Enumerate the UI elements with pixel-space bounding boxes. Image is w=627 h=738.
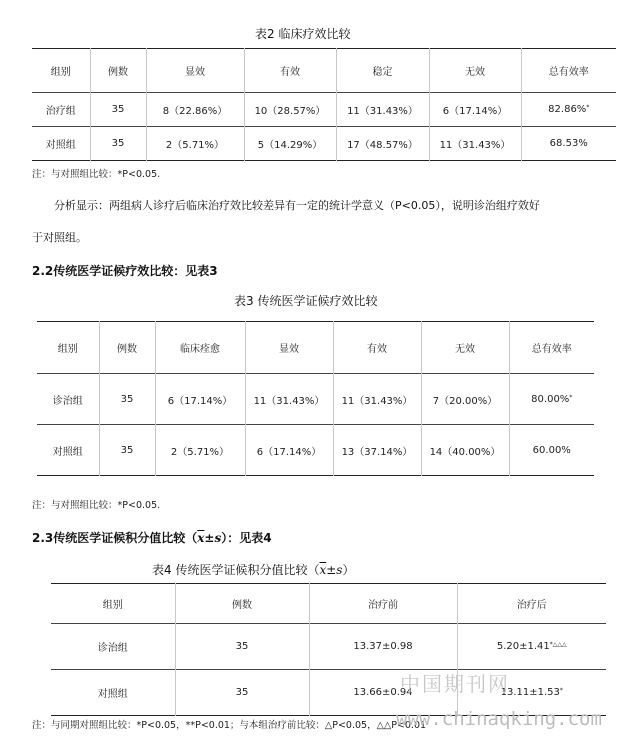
table4-cell-text: 35 <box>235 641 249 652</box>
table2-cell <box>336 93 429 127</box>
table4-cell <box>51 670 175 716</box>
table2-note <box>32 166 160 180</box>
watermark-cn: 中国期刊网 <box>400 672 510 696</box>
table3-header-5: 无效 <box>421 322 509 374</box>
table4-cell-text: 诊治组 <box>97 643 128 654</box>
table2-cell <box>521 93 616 127</box>
table4-cell <box>51 624 175 670</box>
section-2-3-heading <box>32 529 272 546</box>
table3 <box>37 321 594 476</box>
table3-header-2: 临床痊愈 <box>155 322 245 374</box>
table3-cell-text: 6（17.14%） <box>167 395 233 407</box>
table-row <box>32 127 616 161</box>
table3-cell <box>421 374 509 425</box>
table2-cell <box>146 93 244 127</box>
table3-note-tail: *P<0.05. <box>117 500 161 511</box>
table2-cell-text: 82.86% <box>548 104 587 115</box>
table3-cell <box>333 374 421 425</box>
table3-note <box>32 497 160 511</box>
table3-cell-text: 35 <box>120 444 134 456</box>
section-2-2-heading: 2.2传统医学证候疗效比较：见表3 <box>32 264 218 278</box>
table3-cell-text: 6（17.14%） <box>256 446 322 458</box>
table3-caption: 表3 传统医学证候疗效比较 <box>234 294 378 308</box>
table2-cell <box>146 127 244 161</box>
section-2-3-xbar: $\overline{x}$ <box>197 531 205 545</box>
table3-cell <box>99 425 155 476</box>
table2-cell-text: 17（48.57%） <box>347 140 418 151</box>
table3-cell-text: 14（40.00%） <box>429 446 501 458</box>
table2-cell <box>244 127 336 161</box>
table3-header-1: 例数 <box>99 322 155 374</box>
table-row <box>37 374 594 425</box>
table2-cell-text: 68.53% <box>549 138 588 149</box>
table2-cell <box>429 93 521 127</box>
table2-cell-text: 6（17.14%） <box>442 106 508 117</box>
table4-cell-text: 35 <box>235 687 249 698</box>
table4-cell <box>175 670 309 716</box>
table2-header-1: 例数 <box>90 49 146 93</box>
table2-cell-text: 2（5.71%） <box>165 140 225 151</box>
table3-cell-text: 11（31.43%） <box>341 395 413 407</box>
table2-header-4: 稳定 <box>336 49 429 93</box>
analysis-line1: 分析显示：两组病人诊疗后临床治疗效比较差异有一定的统计学意义（P<0.05），说明诊治组疗效好 <box>54 199 540 212</box>
table3-cell <box>155 425 245 476</box>
table3-cell-text: 诊治组 <box>52 395 83 407</box>
table4-header-0: 组别 <box>51 584 175 624</box>
table4-caption-pm-s: ±s <box>326 563 343 577</box>
table-row <box>32 93 616 127</box>
table4 <box>51 583 606 716</box>
table2-cell <box>90 93 146 127</box>
watermark-url: www.chinaqking.com <box>396 708 602 730</box>
table4-cell-text: 13.11±1.53 <box>500 687 560 698</box>
table3-note-text: 注：与对照组比较： <box>32 500 118 511</box>
table3-cell-text: 60.00% <box>532 444 571 456</box>
table2-caption: 表2 临床疗效比较 <box>255 27 351 41</box>
table4-header-3: 治疗后 <box>516 600 547 611</box>
table3-cell <box>245 374 333 425</box>
table4-cell-text: 13.66±0.94 <box>353 687 413 698</box>
table3-header-3: 显效 <box>245 322 333 374</box>
table2-cell <box>90 127 146 161</box>
table3-sig-mark: * <box>569 393 573 401</box>
table2-cell-text: 35 <box>111 138 125 149</box>
table2-cell-text: 对照组 <box>45 140 76 151</box>
table3-cell <box>509 425 594 476</box>
table4-cell-text: 13.37±0.98 <box>353 641 413 652</box>
table3-cell-text: 11（31.43%） <box>253 395 325 407</box>
table4-cell <box>309 624 457 670</box>
table3-cell <box>99 374 155 425</box>
table3-cell <box>509 374 594 425</box>
table3-cell <box>245 425 333 476</box>
table2-cell-text: 35 <box>111 104 125 115</box>
table3-cell <box>37 425 99 476</box>
table2 <box>32 48 616 161</box>
table2-header-5: 无效 <box>429 49 521 93</box>
table3-cell-text: 对照组 <box>52 446 83 458</box>
analysis-line2: 于对照组。 <box>32 231 87 244</box>
table2-cell <box>521 127 616 161</box>
table2-cell <box>32 127 90 161</box>
table4-cell <box>175 624 309 670</box>
table3-cell <box>37 374 99 425</box>
table4-cell <box>457 624 606 670</box>
table4-caption-text: 表4 传统医学证候积分值比较（ <box>152 563 320 577</box>
table-row <box>51 624 606 670</box>
section-2-3-heading-text: 2.3传统医学证候积分值比较（ <box>32 531 198 545</box>
table3-cell-text: 13（37.14%） <box>341 446 413 458</box>
section-2-3-heading-tail: ）：见表4 <box>221 531 272 545</box>
table4-caption <box>152 561 354 578</box>
table3-header-6: 总有效率 <box>531 344 572 355</box>
section-2-3-pm-s: ±s <box>204 531 222 545</box>
table2-header-0: 组别 <box>32 49 90 93</box>
table4-sig-mark: *△△△ <box>549 641 567 648</box>
table3-header-4: 有效 <box>333 322 421 374</box>
table4-cell-text: 对照组 <box>97 689 128 700</box>
table2-cell <box>244 93 336 127</box>
table4-note: 注：与同期对照组比较：*P<0.05，**P<0.01；与本组治疗前比较：△P<0.05，△△P<0.01 <box>32 720 427 731</box>
table2-cell-text: 10（28.57%） <box>254 106 326 117</box>
table4-sig-mark: * <box>559 687 563 694</box>
table3-cell <box>421 425 509 476</box>
table3-cell <box>155 374 245 425</box>
table2-header-3: 有效 <box>244 49 336 93</box>
table2-header-2: 显效 <box>146 49 244 93</box>
table2-cell-text: 11（31.43%） <box>347 106 418 117</box>
table4-header-1: 例数 <box>175 584 309 624</box>
table4-caption-tail: ） <box>342 563 355 577</box>
table2-cell-text: 8（22.86%） <box>162 106 228 117</box>
table2-cell <box>32 93 90 127</box>
table2-cell <box>429 127 521 161</box>
table3-header-0: 组别 <box>37 322 99 374</box>
table3-cell <box>333 425 421 476</box>
table2-cell <box>336 127 429 161</box>
table2-note-tail: *P<0.05. <box>117 169 161 180</box>
table4-caption-xbar: $\overline{x}$ <box>319 563 327 577</box>
table2-note-text: 注：与对照组比较： <box>32 169 118 180</box>
table3-cell-text: 35 <box>120 393 134 405</box>
table2-cell-text: 5（14.29%） <box>257 140 323 151</box>
table3-cell-text: 2（5.71%） <box>170 446 230 458</box>
table2-header-6: 总有效率 <box>548 67 589 78</box>
table3-cell-text: 7（20.00%） <box>432 395 498 407</box>
table2-cell-text: 治疗组 <box>45 106 76 117</box>
table4-cell-text: 5.20±1.41 <box>496 641 550 652</box>
table-row <box>37 425 594 476</box>
table2-cell-text: 11（31.43%） <box>439 140 511 151</box>
table3-cell-text: 80.00% <box>531 393 570 405</box>
table2-sig-mark: * <box>586 104 590 111</box>
table4-header-2: 治疗前 <box>309 584 457 624</box>
